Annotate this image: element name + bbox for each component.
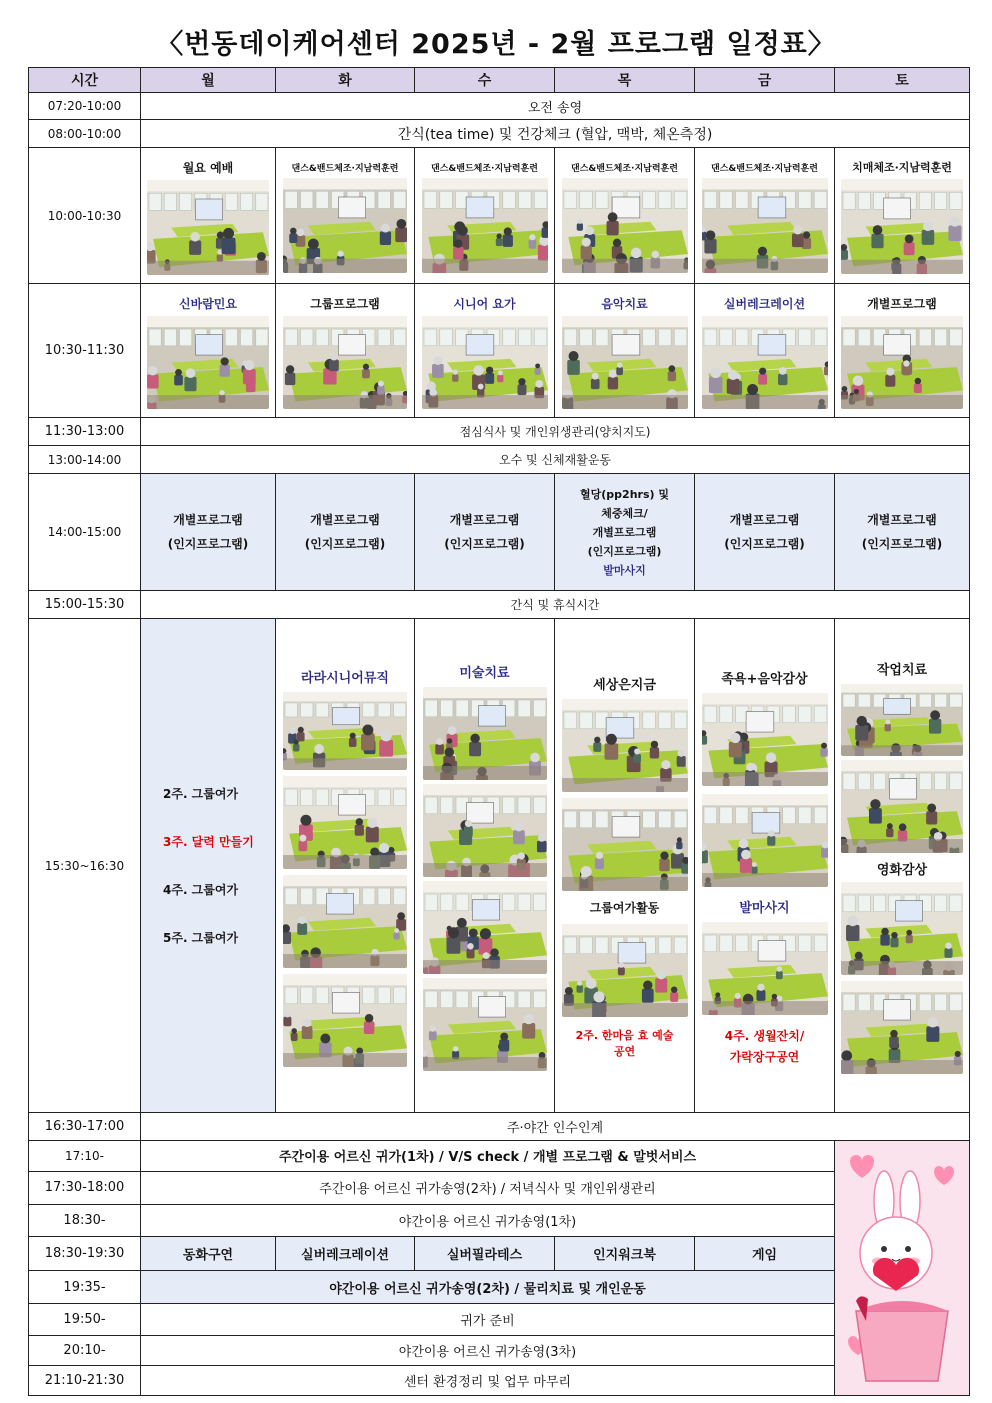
time-cell: 15:30~16:30 [29,619,141,1113]
program-cell [415,148,555,284]
program-label: 발마사지 [603,563,646,577]
table-row [29,1304,970,1336]
program-label: 댄스&밴드체조·지남력훈련 [711,163,818,174]
activity-photo [283,178,407,273]
program-label: 개별프로그램 [310,513,380,527]
time-cell: 08:00-10:00 [29,120,141,148]
program-label: 개별프로그램 [449,513,520,527]
program-cell [835,619,970,1113]
weekly-item: 2주. 그룹여가 [163,786,239,801]
program-label: 신바람민요 [179,296,237,311]
activity-photo [562,699,688,792]
program-label: 발마사지 [739,901,790,916]
program-label: 월요 예배 [182,160,234,175]
program-label: 댄스&밴드체조·지남력훈련 [571,163,678,174]
activity-photo [283,974,407,1067]
program-label: 치매체조·지남력훈련 [852,161,952,174]
table-row [29,148,970,284]
schedule-table [28,67,970,1396]
activity-photo [841,179,963,274]
activity-cell: 간식 및 휴식시간 [141,591,970,619]
table-row [29,446,970,474]
program-label: (인지프로그램) [587,544,662,558]
program-cell [276,284,415,418]
program-label: 댄스&밴드체조·지남력훈련 [291,163,399,174]
activity-cell: 실버레크레이션 [276,1237,415,1271]
time-cell: 20:10- [29,1336,141,1366]
activity-photo [841,684,963,756]
activity-photo [147,180,269,275]
activity-cell: 야간이용 어르신 귀가송영(2차) / 물리치료 및 개인운동 [141,1271,835,1304]
table-row [29,1271,970,1304]
activity-photo [423,687,547,780]
table-row [29,619,970,1113]
activity-cell: 귀가 준비 [141,1304,835,1336]
program-sublabel: (인지프로그램) [167,537,249,551]
activity-cell: 오전 송영 [141,93,970,120]
activity-cell: 간식(tea time) 및 건강체크 (혈압, 맥박, 체온측정) [141,120,970,148]
time-cell: 21:10-21:30 [29,1366,141,1396]
program-sublabel: (인지프로그램) [724,537,805,551]
program-cell [555,284,695,418]
program-label: 그룹프로그램 [310,296,380,311]
program-label: 라라시니어뮤직 [301,670,389,686]
table-row [29,1113,970,1141]
program-cell [141,474,276,591]
program-cell [555,474,695,591]
program-cell [695,284,835,418]
program-label: 개별프로그램 [867,296,937,311]
activity-photo [283,875,407,968]
activity-cell: 야간이용 어르신 귀가송영(3차) [141,1336,835,1366]
activity-photo [841,760,963,853]
header-fri: 금 [695,68,835,93]
program-label: 그룹여가활동 [589,901,660,915]
activity-cell: 점심식사 및 개인위생관리(양치지도) [141,418,970,446]
table-row [29,591,970,619]
program-label: 댄스&밴드체조·지남력훈련 [431,163,538,174]
time-cell: 10:00-10:30 [29,148,141,284]
time-cell: 15:00-15:30 [29,591,141,619]
activity-cell: 오수 및 신체재활운동 [141,446,970,474]
program-label: 시니어 요가 [453,296,516,311]
header-wed: 수 [415,68,555,93]
activity-photo [562,178,688,273]
program-cell [141,148,276,284]
program-label: 음악치료 [601,296,648,311]
time-cell: 14:00-15:00 [29,474,141,591]
activity-photo [423,881,547,974]
header-row [29,68,970,93]
activity-photo [702,178,828,273]
program-cell [835,474,970,591]
activity-photo [283,776,407,869]
activity-photo [702,922,828,1015]
activity-photo [283,316,407,409]
activity-cell: 실버필라테스 [415,1237,555,1271]
time-cell: 17:10- [29,1141,141,1172]
program-cell [141,619,276,1113]
header-tue: 화 [276,68,415,93]
time-cell: 18:30- [29,1205,141,1237]
weekly-item: 5주. 그룹여가 [163,930,239,945]
table-row [29,284,970,418]
program-label: 개별프로그램 [173,513,243,527]
program-cell [555,148,695,284]
program-cell [276,474,415,591]
program-cell [141,284,276,418]
header-sat: 토 [835,68,970,93]
activity-photo [841,981,963,1074]
activity-cell: 야간이용 어르신 귀가송영(1차) [141,1205,835,1237]
activity-photo [423,784,547,877]
program-note: 4주. 생월잔치/ [724,1029,805,1043]
header-time: 시간 [29,68,141,93]
program-cell [695,474,835,591]
activity-photo [562,798,688,891]
program-cell [835,284,970,418]
bunny-illustration [836,1141,968,1391]
activity-cell: 동화구연 [141,1237,276,1271]
time-cell: 19:50- [29,1304,141,1336]
decoration-cell [835,1141,970,1396]
time-cell: 10:30-11:30 [29,284,141,418]
weekly-item: 3주. 달력 만들기 [163,834,254,849]
program-cell [276,619,415,1113]
activity-cell: 주·야간 인수인계 [141,1113,970,1141]
program-cell [415,284,555,418]
program-cell [415,619,555,1113]
program-sublabel: (인지프로그램) [444,537,525,551]
table-row [29,1171,970,1204]
activity-photo [562,316,688,409]
activity-photo [841,882,963,975]
time-cell: 18:30-19:30 [29,1237,141,1271]
time-cell: 13:00-14:00 [29,446,141,474]
activity-photo [423,978,547,1071]
program-label: 미술치료 [459,666,510,681]
program-cell [695,148,835,284]
time-cell: 07:20-10:00 [29,93,141,120]
activity-photo [702,794,828,887]
table-row [29,1205,970,1237]
program-label: 족욕+음악감상 [721,672,808,687]
page-title: 〈번동데이케어센터 2025년 - 2월 프로그램 일정표〉 [156,29,836,60]
table-row [29,474,970,591]
activity-cell: 주간이용 어르신 귀가송영(2차) / 저녁식사 및 개인위생관리 [141,1171,835,1204]
time-cell: 16:30-17:00 [29,1113,141,1141]
program-note: 공연 [613,1045,636,1058]
program-label: 개별프로그램 [592,525,657,539]
activity-cell: 인지워크북 [555,1237,695,1271]
activity-photo [422,178,548,273]
table-row [29,418,970,446]
program-label: 체중체크/ [601,506,648,520]
program-label: 작업치료 [876,663,928,678]
table-row [29,120,970,148]
program-cell [695,619,835,1113]
program-note: 가락장구공연 [729,1050,800,1064]
program-note: 2주. 한마음 효 예술 [575,1029,674,1042]
header-mon: 월 [141,68,276,93]
program-cell [276,148,415,284]
activity-photo [422,316,548,409]
activity-photo [841,316,963,409]
program-cell [555,619,695,1113]
activity-photo [283,692,407,770]
activity-cell: 게임 [695,1237,835,1271]
program-label: 영화감상 [876,863,928,878]
table-row [29,93,970,120]
program-label: 혈당(pp2hrs) 및 [580,487,669,501]
program-label: 개별프로그램 [867,513,937,527]
time-cell: 19:35- [29,1271,141,1304]
weekly-item: 4주. 그룹여가 [163,882,239,897]
program-label: 세상은지금 [593,678,656,693]
table-row [29,1336,970,1366]
program-label: 실버레크레이션 [723,296,806,311]
table-row [29,1141,970,1172]
time-cell: 11:30-13:00 [29,418,141,446]
activity-photo [147,316,269,409]
header-thu: 목 [555,68,695,93]
program-label: 개별프로그램 [729,513,800,527]
time-cell: 17:30-18:00 [29,1171,141,1204]
activity-photo [562,924,688,1017]
program-cell [415,474,555,591]
program-sublabel: (인지프로그램) [861,537,943,551]
activity-photo [702,693,828,786]
table-row [29,1366,970,1396]
program-cell [835,148,970,284]
activity-cell: 센터 환경정리 및 업무 마무리 [141,1366,835,1396]
table-row [29,1237,970,1271]
activity-photo [702,316,828,409]
program-sublabel: (인지프로그램) [304,537,386,551]
activity-cell: 주간이용 어르신 귀가(1차) / V/S check / 개별 프로그램 & 말벗서비스 [141,1141,835,1172]
